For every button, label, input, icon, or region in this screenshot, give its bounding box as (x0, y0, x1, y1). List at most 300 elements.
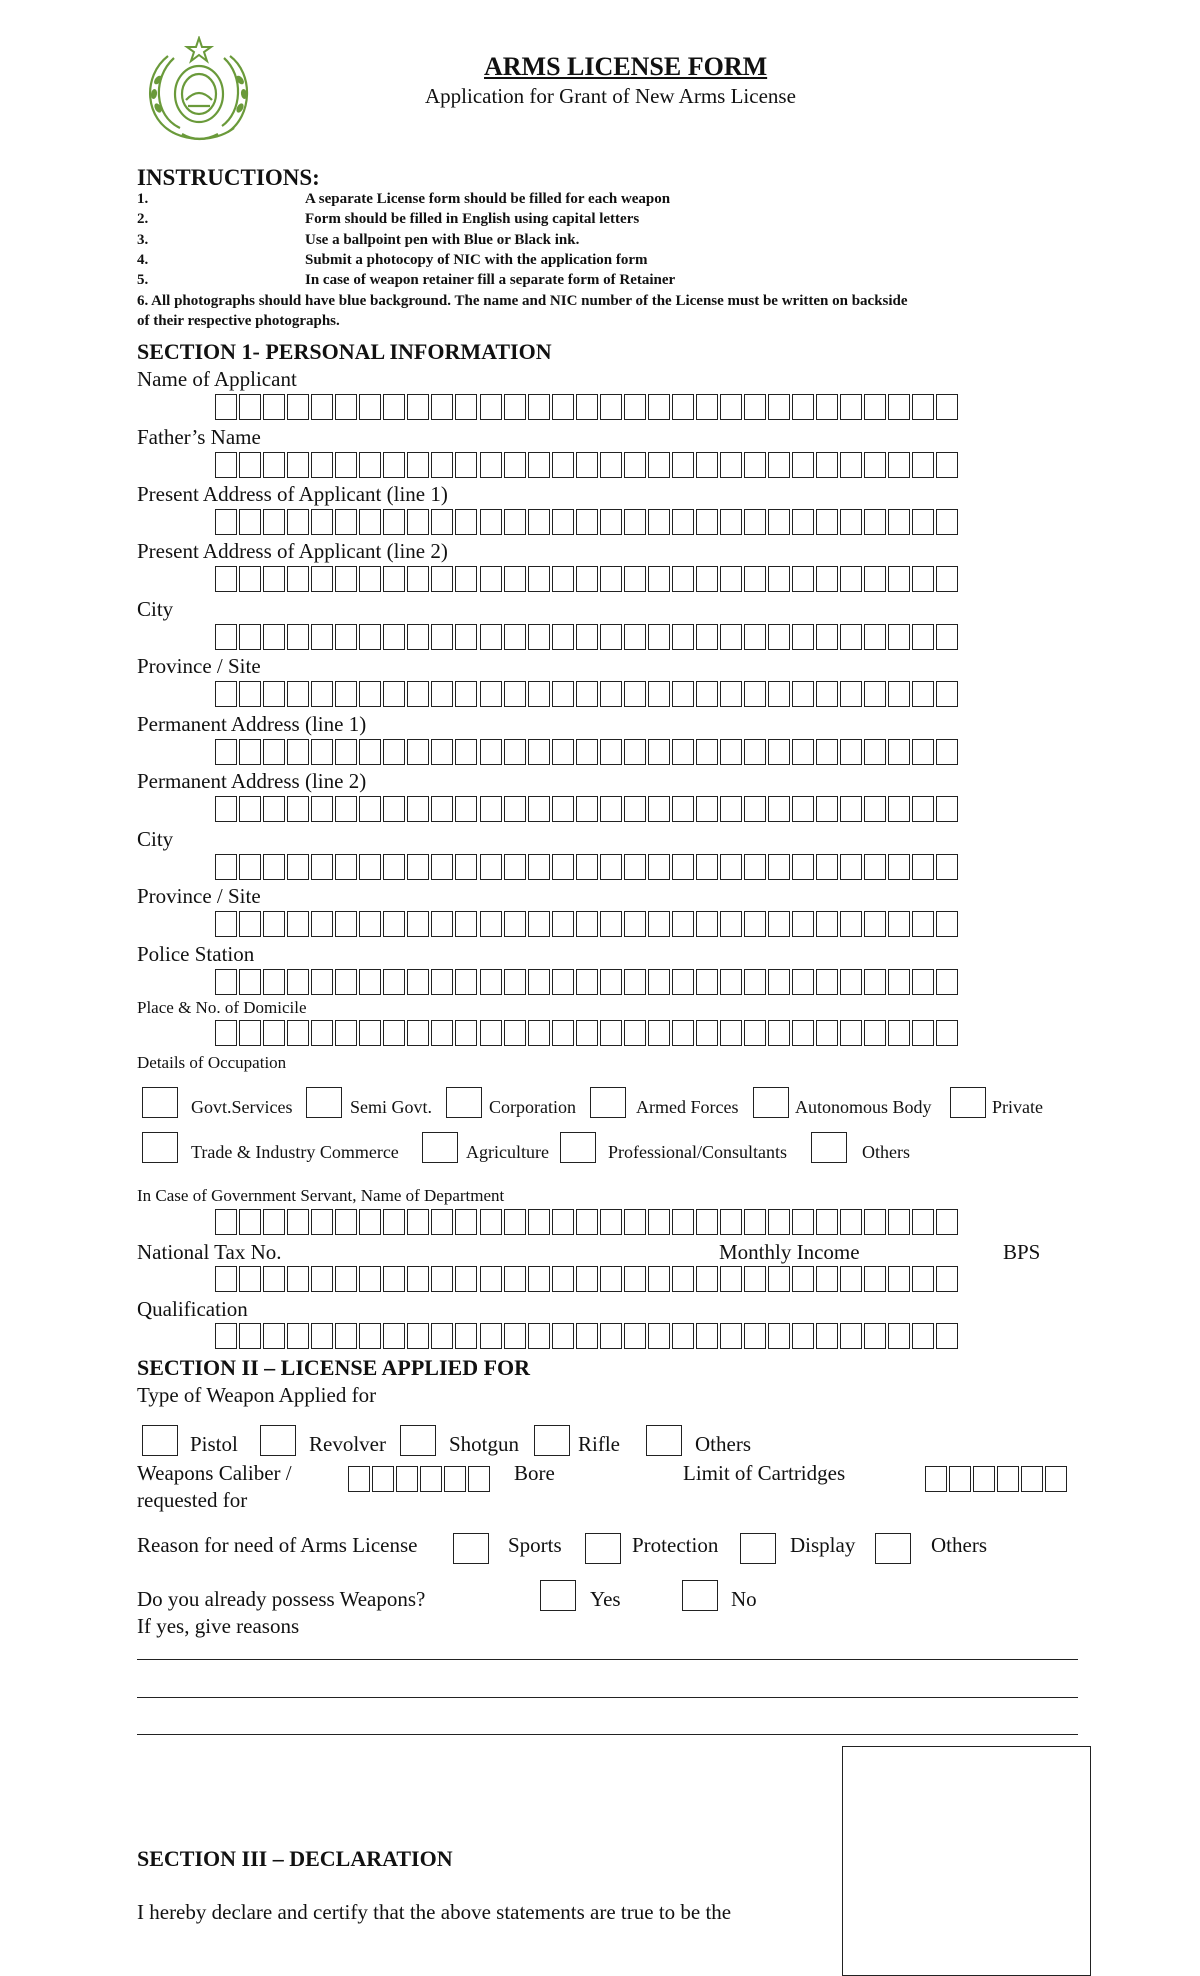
char-box[interactable] (696, 1323, 718, 1349)
char-box[interactable] (768, 681, 790, 707)
char-box[interactable] (672, 394, 694, 420)
char-box[interactable] (335, 911, 357, 937)
char-box[interactable] (744, 566, 766, 592)
char-box[interactable] (648, 969, 670, 995)
char-box[interactable] (624, 796, 646, 822)
char-box[interactable] (239, 1020, 261, 1046)
char-box[interactable] (624, 1323, 646, 1349)
char-box[interactable] (720, 624, 742, 650)
char-box[interactable] (335, 509, 357, 535)
char-box[interactable] (528, 911, 550, 937)
char-box[interactable] (816, 1323, 838, 1349)
occupation-checkbox-corporation[interactable] (446, 1087, 482, 1118)
char-box[interactable] (912, 1266, 934, 1292)
occupation-checkbox-armed-forces[interactable] (590, 1087, 626, 1118)
char-box[interactable] (624, 624, 646, 650)
char-box[interactable] (383, 681, 405, 707)
char-box[interactable] (720, 566, 742, 592)
char-box[interactable] (864, 509, 886, 535)
char-box[interactable] (744, 452, 766, 478)
char-box[interactable] (431, 681, 453, 707)
char-box[interactable] (792, 624, 814, 650)
char-box[interactable] (215, 1209, 237, 1235)
char-box[interactable] (864, 394, 886, 420)
char-box[interactable] (215, 739, 237, 765)
char-box[interactable] (431, 509, 453, 535)
char-box[interactable] (263, 1266, 285, 1292)
char-box[interactable] (744, 1323, 766, 1349)
qualification-input[interactable] (215, 1323, 960, 1349)
char-box[interactable] (576, 394, 598, 420)
field-input-place-no-of-domicile[interactable] (215, 1020, 960, 1046)
char-box[interactable] (287, 509, 309, 535)
char-box[interactable] (912, 1209, 934, 1235)
char-box[interactable] (239, 1209, 261, 1235)
char-box[interactable] (949, 1466, 971, 1492)
char-box[interactable] (359, 566, 381, 592)
char-box[interactable] (744, 681, 766, 707)
char-box[interactable] (864, 911, 886, 937)
char-box[interactable] (287, 566, 309, 592)
char-box[interactable] (480, 624, 502, 650)
char-box[interactable] (792, 1266, 814, 1292)
char-box[interactable] (576, 1020, 598, 1046)
char-box[interactable] (624, 911, 646, 937)
char-box[interactable] (480, 1209, 502, 1235)
char-box[interactable] (768, 1020, 790, 1046)
char-box[interactable] (720, 394, 742, 420)
char-box[interactable] (239, 566, 261, 592)
occupation-checkbox-private[interactable] (950, 1087, 986, 1118)
char-box[interactable] (552, 1323, 574, 1349)
char-box[interactable] (528, 1323, 550, 1349)
char-box[interactable] (359, 1323, 381, 1349)
char-box[interactable] (311, 1266, 333, 1292)
char-box[interactable] (840, 911, 862, 937)
char-box[interactable] (888, 1209, 910, 1235)
char-box[interactable] (504, 739, 526, 765)
char-box[interactable] (840, 1266, 862, 1292)
char-box[interactable] (504, 681, 526, 707)
char-box[interactable] (335, 452, 357, 478)
char-box[interactable] (840, 1209, 862, 1235)
char-box[interactable] (840, 854, 862, 880)
char-box[interactable] (383, 1020, 405, 1046)
char-box[interactable] (407, 624, 429, 650)
char-box[interactable] (407, 1209, 429, 1235)
char-box[interactable] (624, 969, 646, 995)
char-box[interactable] (455, 681, 477, 707)
char-box[interactable] (504, 566, 526, 592)
char-box[interactable] (864, 739, 886, 765)
char-box[interactable] (287, 452, 309, 478)
field-input-province-site[interactable] (215, 681, 960, 707)
char-box[interactable] (936, 452, 958, 478)
char-box[interactable] (287, 1323, 309, 1349)
char-box[interactable] (888, 452, 910, 478)
field-input-permanent-address-line-2[interactable] (215, 796, 960, 822)
char-box[interactable] (528, 1020, 550, 1046)
char-box[interactable] (552, 566, 574, 592)
reason-line-3[interactable] (137, 1734, 1078, 1735)
char-box[interactable] (407, 911, 429, 937)
char-box[interactable] (816, 681, 838, 707)
char-box[interactable] (287, 681, 309, 707)
char-box[interactable] (720, 854, 742, 880)
char-box[interactable] (576, 509, 598, 535)
char-box[interactable] (311, 969, 333, 995)
char-box[interactable] (552, 854, 574, 880)
weapon-checkbox-others[interactable] (646, 1425, 682, 1456)
char-box[interactable] (431, 452, 453, 478)
char-box[interactable] (840, 394, 862, 420)
char-box[interactable] (239, 624, 261, 650)
char-box[interactable] (383, 452, 405, 478)
char-box[interactable] (335, 1323, 357, 1349)
char-box[interactable] (215, 509, 237, 535)
char-box[interactable] (768, 624, 790, 650)
char-box[interactable] (696, 394, 718, 420)
char-box[interactable] (552, 681, 574, 707)
char-box[interactable] (888, 911, 910, 937)
char-box[interactable] (696, 509, 718, 535)
char-box[interactable] (696, 1266, 718, 1292)
char-box[interactable] (840, 1323, 862, 1349)
char-box[interactable] (744, 1266, 766, 1292)
char-box[interactable] (528, 452, 550, 478)
char-box[interactable] (239, 452, 261, 478)
char-box[interactable] (552, 1020, 574, 1046)
char-box[interactable] (359, 739, 381, 765)
char-box[interactable] (431, 566, 453, 592)
char-box[interactable] (455, 566, 477, 592)
char-box[interactable] (311, 739, 333, 765)
char-box[interactable] (215, 681, 237, 707)
char-box[interactable] (383, 624, 405, 650)
char-box[interactable] (480, 452, 502, 478)
char-box[interactable] (335, 1266, 357, 1292)
char-box[interactable] (552, 624, 574, 650)
char-box[interactable] (455, 796, 477, 822)
char-box[interactable] (407, 681, 429, 707)
char-box[interactable] (672, 1020, 694, 1046)
char-box[interactable] (528, 1209, 550, 1235)
reason-checkbox-sports[interactable] (453, 1533, 489, 1564)
char-box[interactable] (239, 509, 261, 535)
char-box[interactable] (348, 1466, 370, 1492)
char-box[interactable] (936, 1209, 958, 1235)
char-box[interactable] (407, 452, 429, 478)
char-box[interactable] (215, 854, 237, 880)
char-box[interactable] (335, 681, 357, 707)
char-box[interactable] (359, 911, 381, 937)
char-box[interactable] (383, 911, 405, 937)
char-box[interactable] (455, 969, 477, 995)
char-box[interactable] (936, 681, 958, 707)
char-box[interactable] (792, 969, 814, 995)
char-box[interactable] (239, 1323, 261, 1349)
char-box[interactable] (912, 796, 934, 822)
char-box[interactable] (455, 1020, 477, 1046)
char-box[interactable] (263, 796, 285, 822)
char-box[interactable] (864, 969, 886, 995)
char-box[interactable] (720, 452, 742, 478)
char-box[interactable] (840, 681, 862, 707)
char-box[interactable] (816, 566, 838, 592)
char-box[interactable] (624, 1209, 646, 1235)
char-box[interactable] (624, 1020, 646, 1046)
occupation-checkbox-professional-consultants[interactable] (560, 1132, 596, 1163)
possess-yes-checkbox[interactable] (540, 1580, 576, 1611)
char-box[interactable] (720, 969, 742, 995)
char-box[interactable] (359, 1266, 381, 1292)
char-box[interactable] (287, 969, 309, 995)
char-box[interactable] (912, 1323, 934, 1349)
char-box[interactable] (504, 452, 526, 478)
char-box[interactable] (311, 681, 333, 707)
char-box[interactable] (215, 1323, 237, 1349)
char-box[interactable] (672, 452, 694, 478)
char-box[interactable] (672, 1266, 694, 1292)
char-box[interactable] (383, 1209, 405, 1235)
char-box[interactable] (383, 854, 405, 880)
char-box[interactable] (720, 1266, 742, 1292)
char-box[interactable] (936, 969, 958, 995)
char-box[interactable] (263, 681, 285, 707)
char-box[interactable] (888, 509, 910, 535)
char-box[interactable] (552, 796, 574, 822)
char-box[interactable] (576, 452, 598, 478)
char-box[interactable] (648, 1323, 670, 1349)
char-box[interactable] (912, 739, 934, 765)
char-box[interactable] (528, 969, 550, 995)
char-box[interactable] (936, 796, 958, 822)
char-box[interactable] (600, 624, 622, 650)
char-box[interactable] (888, 796, 910, 822)
char-box[interactable] (263, 854, 285, 880)
char-box[interactable] (239, 854, 261, 880)
char-box[interactable] (672, 1323, 694, 1349)
field-input-province-site[interactable] (215, 911, 960, 937)
char-box[interactable] (864, 1020, 886, 1046)
char-box[interactable] (696, 624, 718, 650)
char-box[interactable] (744, 1020, 766, 1046)
char-box[interactable] (840, 796, 862, 822)
char-box[interactable] (576, 739, 598, 765)
char-box[interactable] (744, 854, 766, 880)
char-box[interactable] (287, 911, 309, 937)
char-box[interactable] (600, 452, 622, 478)
char-box[interactable] (624, 854, 646, 880)
char-box[interactable] (888, 624, 910, 650)
char-box[interactable] (263, 1020, 285, 1046)
char-box[interactable] (480, 681, 502, 707)
char-box[interactable] (672, 969, 694, 995)
char-box[interactable] (672, 509, 694, 535)
char-box[interactable] (576, 566, 598, 592)
char-box[interactable] (696, 1209, 718, 1235)
char-box[interactable] (263, 739, 285, 765)
char-box[interactable] (936, 1266, 958, 1292)
char-box[interactable] (672, 1209, 694, 1235)
char-box[interactable] (624, 739, 646, 765)
char-box[interactable] (431, 796, 453, 822)
char-box[interactable] (936, 854, 958, 880)
char-box[interactable] (816, 854, 838, 880)
field-input-father-s-name[interactable] (215, 452, 960, 478)
char-box[interactable] (672, 854, 694, 880)
char-box[interactable] (1045, 1466, 1067, 1492)
char-box[interactable] (816, 1266, 838, 1292)
char-box[interactable] (359, 854, 381, 880)
char-box[interactable] (792, 681, 814, 707)
char-box[interactable] (624, 1266, 646, 1292)
char-box[interactable] (215, 911, 237, 937)
reason-checkbox-display[interactable] (740, 1533, 776, 1564)
char-box[interactable] (840, 969, 862, 995)
char-box[interactable] (936, 911, 958, 937)
char-box[interactable] (816, 509, 838, 535)
char-box[interactable] (480, 394, 502, 420)
char-box[interactable] (768, 1266, 790, 1292)
occupation-checkbox-others[interactable] (811, 1132, 847, 1163)
char-box[interactable] (407, 1266, 429, 1292)
char-box[interactable] (431, 739, 453, 765)
char-box[interactable] (864, 624, 886, 650)
char-box[interactable] (335, 394, 357, 420)
char-box[interactable] (624, 681, 646, 707)
char-box[interactable] (215, 969, 237, 995)
char-box[interactable] (864, 566, 886, 592)
char-box[interactable] (407, 1020, 429, 1046)
char-box[interactable] (816, 394, 838, 420)
char-box[interactable] (504, 1209, 526, 1235)
char-box[interactable] (768, 1323, 790, 1349)
char-box[interactable] (263, 452, 285, 478)
char-box[interactable] (359, 969, 381, 995)
char-box[interactable] (359, 796, 381, 822)
weapon-checkbox-pistol[interactable] (142, 1425, 178, 1456)
char-box[interactable] (624, 566, 646, 592)
char-box[interactable] (888, 394, 910, 420)
char-box[interactable] (552, 911, 574, 937)
char-box[interactable] (648, 854, 670, 880)
char-box[interactable] (600, 911, 622, 937)
char-box[interactable] (504, 509, 526, 535)
char-box[interactable] (455, 452, 477, 478)
char-box[interactable] (768, 739, 790, 765)
char-box[interactable] (383, 796, 405, 822)
field-input-present-address-of-applicant-line-2[interactable] (215, 566, 960, 592)
char-box[interactable] (600, 796, 622, 822)
char-box[interactable] (215, 624, 237, 650)
char-box[interactable] (504, 394, 526, 420)
char-box[interactable] (455, 1323, 477, 1349)
reason-line-1[interactable] (137, 1659, 1078, 1660)
char-box[interactable] (768, 509, 790, 535)
char-box[interactable] (263, 394, 285, 420)
char-box[interactable] (696, 854, 718, 880)
char-box[interactable] (912, 969, 934, 995)
char-box[interactable] (840, 566, 862, 592)
char-box[interactable] (720, 911, 742, 937)
char-box[interactable] (816, 1209, 838, 1235)
char-box[interactable] (552, 739, 574, 765)
char-box[interactable] (311, 1323, 333, 1349)
char-box[interactable] (648, 739, 670, 765)
char-box[interactable] (600, 854, 622, 880)
char-box[interactable] (816, 452, 838, 478)
char-box[interactable] (431, 394, 453, 420)
char-box[interactable] (335, 739, 357, 765)
char-box[interactable] (888, 1323, 910, 1349)
char-box[interactable] (600, 969, 622, 995)
char-box[interactable] (997, 1466, 1019, 1492)
char-box[interactable] (335, 566, 357, 592)
tax-income-bps-input[interactable] (215, 1266, 960, 1292)
char-box[interactable] (624, 394, 646, 420)
char-box[interactable] (816, 969, 838, 995)
char-box[interactable] (912, 566, 934, 592)
char-box[interactable] (792, 739, 814, 765)
char-box[interactable] (768, 566, 790, 592)
char-box[interactable] (215, 566, 237, 592)
char-box[interactable] (648, 1266, 670, 1292)
char-box[interactable] (888, 1266, 910, 1292)
char-box[interactable] (1021, 1466, 1043, 1492)
char-box[interactable] (792, 796, 814, 822)
char-box[interactable] (672, 739, 694, 765)
char-box[interactable] (359, 624, 381, 650)
char-box[interactable] (528, 624, 550, 650)
char-box[interactable] (792, 566, 814, 592)
char-box[interactable] (672, 624, 694, 650)
char-box[interactable] (552, 452, 574, 478)
char-box[interactable] (528, 739, 550, 765)
char-box[interactable] (600, 1020, 622, 1046)
char-box[interactable] (696, 969, 718, 995)
char-box[interactable] (792, 911, 814, 937)
char-box[interactable] (925, 1466, 947, 1492)
char-box[interactable] (239, 394, 261, 420)
char-box[interactable] (407, 796, 429, 822)
char-box[interactable] (239, 969, 261, 995)
weapon-checkbox-shotgun[interactable] (400, 1425, 436, 1456)
char-box[interactable] (455, 624, 477, 650)
char-box[interactable] (552, 509, 574, 535)
char-box[interactable] (263, 624, 285, 650)
char-box[interactable] (359, 1020, 381, 1046)
char-box[interactable] (504, 1323, 526, 1349)
char-box[interactable] (287, 739, 309, 765)
char-box[interactable] (480, 854, 502, 880)
char-box[interactable] (407, 394, 429, 420)
char-box[interactable] (648, 796, 670, 822)
char-box[interactable] (744, 796, 766, 822)
char-box[interactable] (912, 394, 934, 420)
char-box[interactable] (407, 509, 429, 535)
char-box[interactable] (504, 969, 526, 995)
char-box[interactable] (792, 452, 814, 478)
char-box[interactable] (504, 796, 526, 822)
char-box[interactable] (576, 911, 598, 937)
char-box[interactable] (600, 681, 622, 707)
char-box[interactable] (744, 509, 766, 535)
char-box[interactable] (383, 1266, 405, 1292)
char-box[interactable] (720, 1020, 742, 1046)
char-box[interactable] (239, 911, 261, 937)
char-box[interactable] (480, 969, 502, 995)
